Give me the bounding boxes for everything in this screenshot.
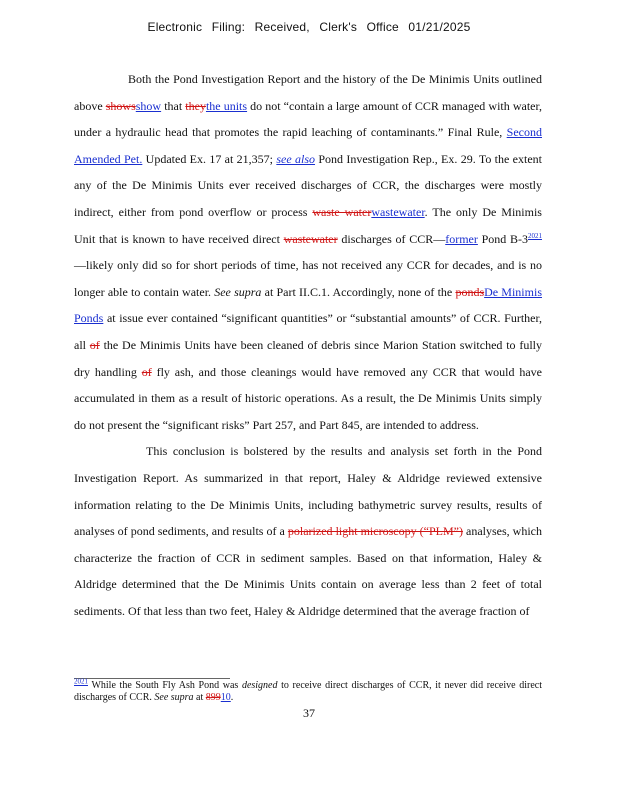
text: discharges of CCR— [337, 231, 446, 246]
text: . The only De Minimis Unit that is known to have received direct [74, 204, 542, 246]
italic-text: See supra [154, 692, 194, 703]
inserted-text: Second Amended Pet. [74, 125, 542, 166]
text: the De Minimis Units have been cleaned of debris since Marion Station switched to fully dry handling [74, 337, 542, 379]
text: Updated Ex. 17 at 21,357; [142, 151, 277, 166]
text: . [230, 692, 234, 703]
inserted-text: De Minimis Ponds [74, 284, 542, 326]
inserted-text: former [445, 231, 478, 246]
deleted-text: they [185, 98, 206, 113]
text: at Part II.C.1. Accordingly, none of the [261, 284, 456, 299]
deleted-text: shows [105, 98, 136, 113]
text: This conclusion is bolstered by the results and analysis set forth in the Pond Investigation Report. As summarized in that report, Haley & Aldridge reviewed extensive information relating to the De Minimis Units, including bathymetric survey results, results of analyses of pond sediments, and results of a [74, 444, 542, 539]
paragraph-1 [74, 66, 542, 438]
inserted-text: the units [205, 98, 248, 113]
text: Pond B-3 [477, 231, 528, 246]
text: analyses, which characterize the fraction of CCR in sediment samples. Based on that information, Haley & Aldridge determined that the De Minimis Units contain on average less than 2 feet of total sediments. Of that less than two feet, Haley & Aldridge determined that the average fraction of [74, 524, 542, 618]
text: Pond Investigation Rep., Ex. 29. To the extent any of the De Minimis Units ever received discharges of CCR, the discharges were mostly indirect, either from pond overflow or process [74, 151, 542, 219]
inserted-text: 10 [220, 692, 231, 703]
text: at [193, 692, 206, 703]
text: While the South Fly Ash Pond was [88, 680, 242, 691]
text: do not “contain a large amount of CCR managed with water, under a hydraulic head that promotes the rapid leaching of contaminants.” Final Rule, [74, 98, 542, 140]
inserted-text: show [135, 98, 162, 113]
deleted-text: polarized light microscopy (“PLM”) [287, 524, 463, 539]
deleted-text: ponds [455, 284, 485, 299]
deleted-text: wastewater [283, 231, 338, 246]
deleted-text: waste water [312, 204, 372, 219]
deleted-text: of [89, 337, 100, 352]
footnote-divider [74, 678, 230, 679]
text: that [161, 98, 186, 113]
italic-text: See supra [214, 284, 262, 299]
deleted-text: 99 [210, 692, 221, 703]
footnote-reference[interactable]: 2021 [528, 231, 542, 240]
text: Both the Pond Investigation Report and the history of the De Minimis Units outlined above [74, 72, 542, 113]
text: fly ash, and those cleanings would have removed any CCR that would have accumulated in them as a result of historic operations. As a result, the De Minimis Units simply do not present the “significant risks” Part 257, and Part 845, are intended to address. [74, 364, 542, 432]
deleted-text: 8 [205, 692, 211, 703]
deleted-text: of [141, 364, 152, 379]
filing-header: Electronic Filing: Received, Clerk's Office 01/21/2025 [147, 20, 471, 34]
text: to receive direct discharges of CCR, it never did receive direct discharges of CCR. [74, 680, 542, 703]
footnote-number: 2021 [74, 677, 88, 686]
text: —likely only did so for short periods of time, has not received any CCR for decades, and is no longer able to contain water. [74, 258, 542, 299]
page-number: 37 [303, 706, 315, 720]
text: at issue ever contained “significant quantities” or “substantial amounts” of CCR. Further, all [74, 311, 542, 352]
document-body [74, 66, 542, 624]
inserted-text: wastewater [371, 204, 425, 219]
footnote [74, 677, 542, 704]
italic-text: designed [241, 680, 278, 691]
inserted-text: see also [276, 151, 316, 166]
paragraph-2 [74, 438, 542, 624]
